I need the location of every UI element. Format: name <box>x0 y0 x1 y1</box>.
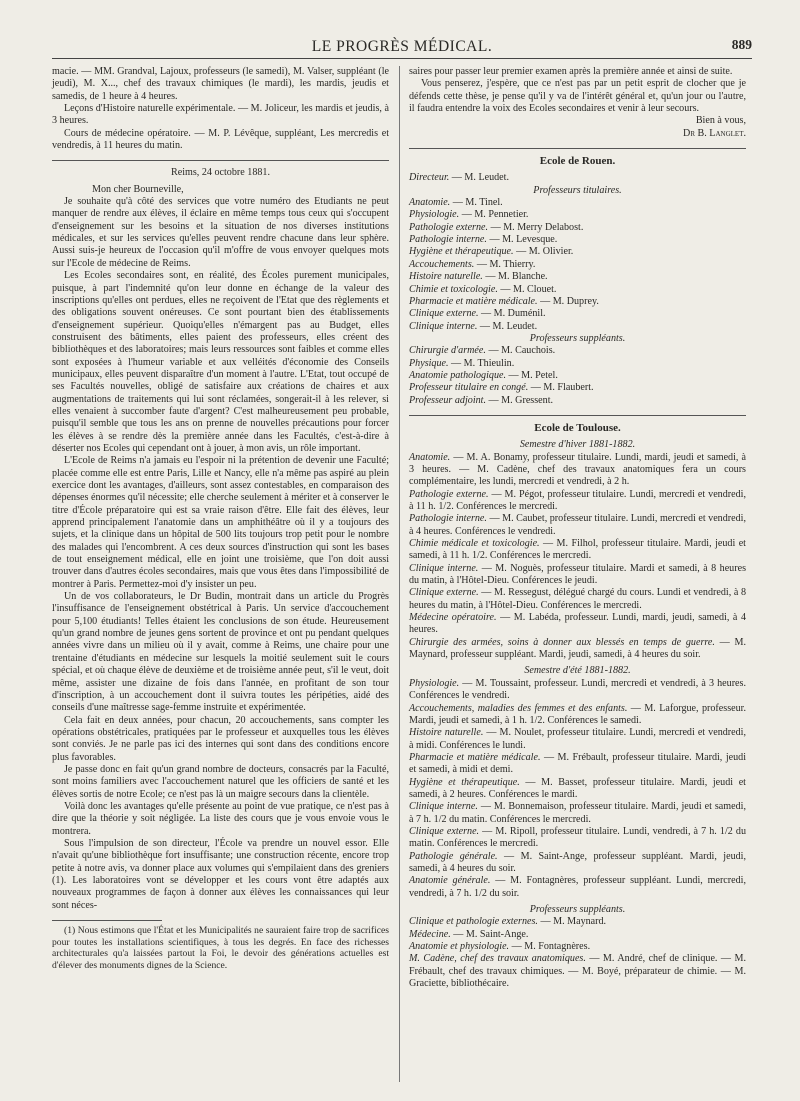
course-entry: Hygiène et thérapeutique. — M. Basset, professeur titulaire. Mardi, jeudi et samedi, à 2 heures. Conférences le mardi. <box>409 776 746 800</box>
course-entry: Professeur adjoint. — M. Gressent. <box>409 394 554 406</box>
course-entry: Médecine opératoire. — M. Labéda, professeur. Lundi, mardi, jeudi, samedi, à 4 heures. <box>409 612 746 636</box>
course-entry: Clinique externe. — M. Duménil. <box>409 308 546 320</box>
section-divider <box>409 415 746 416</box>
footnote-rule <box>52 920 162 921</box>
course-entry: Histoire naturelle. — M. Noulet, professeur titulaire. Lundi, mercredi et vendredi, à midi. Conférences le lundi. <box>409 727 747 751</box>
journal-title: LE PROGRÈS MÉDICAL. <box>311 38 493 55</box>
course-entry: Chimie et toxicologie. — M. Clouet. <box>409 283 557 295</box>
letter-paragraph: Cela fait en deux années, pour chacun, 20 accouchements, sans compter les opérations obstétricales, pratiquées par le professeur et auxquelles tous les élèves sont conviés. Je ne parle pas ici des internes qui sont dans des conditions encore plus favorables. <box>52 714 389 763</box>
course-entry: Anatomie pathologique. — M. Petel. <box>409 369 558 381</box>
intro-paragraph: macie. — MM. Grandval, Lajoux, professeurs (le samedi), M. Valser, suppléant (le jeudi), M. X..., chef des travaux chimiques (le mardi), les mardis, jeudis et samedis, de 1 heure à 4 heures. <box>52 66 389 102</box>
course-entry: Pathologie générale. — M. Saint-Ange, professeur suppléant. Mardi, jeudi, samedi, à 4 heures du soir. <box>409 850 747 874</box>
course-entry: Accouchements. — M. Thierry. <box>409 258 536 270</box>
course-entry: Anatomie. — M. A. Bonamy, professeur titulaire. Lundi, mardi, jeudi et samedi, à 3 heures. — M. Cadène, chef des travaux anatomiques fera un cours complémentaire, les lundi, mercredi et vendredi, à 2 h. <box>409 451 746 488</box>
course-entry: Chirurgie d'armée. — M. Cauchois. <box>409 345 556 357</box>
letter-paragraph: Vous penserez, j'espère, que ce n'est pas par un petit esprit de clocher que je défends cette thèse, je pense qu'il y va de l'intérêt général et, qu'un jour ou l'autre, il faudra entendre la voix des Ecoles secondaires et venir à leur secours. <box>409 78 746 115</box>
letter-paragraph: saires pour passer leur premier examen après la première année et ainsi de suite. <box>409 66 733 77</box>
course-entry: Pharmacie et matière médicale. — M. Frébault, professeur titulaire. Mardi, jeudi et samedi, à midi et demi. <box>409 751 746 776</box>
course-entry: Hygiène et thérapeutique. — M. Olivier. <box>409 246 574 258</box>
course-entry: Pharmacie et matière médicale. — M. Duprey. <box>409 295 599 307</box>
rouen-suppleants-heading: Professeurs suppléants. <box>529 332 626 344</box>
toulouse-suppleants-list <box>409 916 746 990</box>
school-heading-rouen: Ecole de Rouen. <box>539 155 616 168</box>
school-heading-toulouse: Ecole de Toulouse. <box>534 421 621 434</box>
letter-closing: Bien à vous, <box>695 115 746 127</box>
rouen-titulaires-heading: Professeurs titulaires. <box>533 184 622 196</box>
left-column <box>52 66 389 971</box>
page-number: 889 <box>731 37 752 52</box>
footnote: (1) Nous estimons que l'État et les Municipalités ne sauraient faire trop de sacrifices pour toutes les installations scientifiques, à tous les degrés. En face des richesses architecturales qu'a laissées partout la Foi, le devoir des générations actuelles est d'élever des monuments dignes de la Science. <box>52 925 389 971</box>
letter-paragraph: Sous l'impulsion de son directeur, l'École va prendre un nouvel essor. Elle n'avait qu'une bibliothèque fort insuffisante; une construction récente, encore trop petite à notre avis, va donner place aux volumes qui s'empilaient dans des greniers (1). Les laboratoires vont se développer et les cours vont être adaptés aux nouveaux programmes de façon à donner aux élèves les connaissances qui leur sont néces- <box>52 837 389 911</box>
rouen-suppleants-list <box>409 345 746 407</box>
rouen-titulaires-list <box>409 197 746 333</box>
toulouse-winter-list <box>409 452 746 662</box>
course-entry: Chimie médicale et toxicologie. — M. Filhol, professeur titulaire. Mardi, jeudi et samedi, à 11 h. 1/2. Conférences le mercredi. <box>409 538 746 562</box>
course-entry: Clinique interne. — M. Leudet. <box>409 320 538 332</box>
letter-signature: Dr B. Langlet. <box>683 127 746 139</box>
course-entry: Anatomie générale. — M. Fontagnères, professeur suppléant. Lundi, mercredi, vendredi, à 7 h. 1/2 du soir. <box>409 875 747 899</box>
course-entry: Clinique interne. — M. Noguès, professeur titulaire. Mardi et samedi, à 8 heures du matin, à l'Hôtel-Dieu. Conférences le jeudi. <box>409 562 746 587</box>
toulouse-summer-list <box>409 678 746 900</box>
course-entry: Pathologie interne. — M. Levesque. <box>409 234 558 246</box>
letter-paragraph: Je souhaite qu'à côté des services que votre numéro des Etudiants ne peut manquer de rendre aux élèves, il éclaire en même temps tous ceux qui s'occupent d'enseignement sur les besoins et la situation de nos diverses institutions médicales, et sur les services qu'elles peuvent rendre chacune dans leur sphère. Aussi suis-je heureux de l'occasion qu'il m'offre de vous envoyer quelques mots sur l'Ecole de médecine de Reims. <box>52 196 389 269</box>
course-entry: Physique. — M. Thieulin. <box>409 357 515 369</box>
toulouse-winter-heading: Semestre d'hiver 1881-1882. <box>519 439 636 451</box>
rouen-director: Directeur. — M. Leudet. <box>409 172 509 184</box>
intro-paragraph: Leçons d'Histoire naturelle expérimentale. — M. Joliceur, les mardis et jeudis, à 3 heures. <box>52 103 389 127</box>
course-entry: Pathologie externe. — M. Merry Delabost. <box>409 221 584 233</box>
course-entry: Histoire naturelle. — M. Blanche. <box>409 271 548 283</box>
section-divider <box>52 160 389 161</box>
letter-salutation: Mon cher Bourneville, <box>92 183 184 195</box>
newspaper-page <box>52 36 752 990</box>
course-entry: Médecine. — M. Saint-Ange. <box>409 928 529 940</box>
letter-paragraph: Je passe donc en fait qu'un grand nombre de docteurs, consacrés par la Faculté, sont moins familiers avec l'accouchement naturel que les officiers de santé et les élèves sortis de notre Ecole; ce n'est pas là un maigre secours dans la clientèle. <box>52 763 389 800</box>
course-entry: Anatomie et physiologie. — M. Fontagnères. <box>409 941 591 953</box>
course-entry: Pathologie interne. — M. Caubet, professeur titulaire. Lundi, mercredi et vendredi, à 4 heures. Conférences le vendredi. <box>409 513 746 537</box>
section-divider <box>409 148 746 149</box>
letter-paragraph: L'Ecole de Reims n'a jamais eu l'espoir ni la prétention de devenir une Faculté; placée comme elle est entre Paris, Lille et Nancy, elle n'a même pas aspiré au plein exercice dont les avantages, d'ailleurs, sont assez contestables, en comparaison des dépenses énormes qu'il nécessite; elle cherche seulement à mériter et à conserver le titre d'École préparatoire qui est sa vraie raison d'être. Elle fait des élèves, leur apprend principalement l'anatomie dans un amphithéâtre où il y a toujours des sujets, et la clinique dans un hôpital de 500 lits toujours trop petit pour le nombre des malades qui l'encombrent. A ces deux sources d'instruction qui sont les bases de tout enseignement médical, elle en joint une troisième, que l'on doit aussi trouver dans d'autres écoles secondaires, mais que vous êtes dans l'impossibilité de montrer à Paris. Permettez-moi d'y insister un peu. <box>52 455 389 590</box>
letter-date: Reims, 24 octobre 1881. <box>171 167 270 179</box>
course-entry: Physiologie. — M. Toussaint, professeur. Lundi, mercredi et vendredi, à 3 heures. Conférences le vendredi. <box>409 677 746 702</box>
course-entry: Anatomie. — M. Tinel. <box>409 197 503 209</box>
course-entry: Clinique externe. — M. Ressegust, délégué chargé du cours. Lundi et vendredi, à 8 heures du matin, à l'Hôtel-Dieu. Conférences le mercredi. <box>409 587 747 611</box>
course-entry: M. Cadène, chef des travaux anatomiques. — M. André, chef de clinique. — M. Frébault, chef des travaux chimiques. — M. Boyé, préparateur de chimie. — M. Graciette, bibliothécaire. <box>409 953 747 990</box>
toulouse-suppleants-heading: Professeurs suppléants. <box>529 904 626 915</box>
page-header <box>52 36 752 59</box>
course-entry: Clinique interne. — M. Bonnemaison, professeur titulaire. Mardi, jeudi et samedi, à 7 h. 1/2 du matin. Conférences le mercredi. <box>409 801 746 825</box>
letter-paragraph: Un de vos collaborateurs, le Dr Budin, montrait dans un article du Progrès l'insuffisance de l'enseignement obstétrical à Paris. Un service d'accouchement pour 5,100 étudiants! Telles étaient les conclusions de son étude. Heureusement qu'un grand nombre de jeunes gens sortent de province et ont pu pendant quelques années vivre dans un milieu où il y avait, comme à Reims, une chaire pour une trentaine d'étudiants en médecine sur lesquels la moitié seulement suit le cours spécial, et où chaque élève de deuxième et de troisième année peut, s'il le veut, doit même, assister une dizaine de fois dans l'année, en profitant de son tour d'inscription, à un accouchement dont il suivra toutes les péripéties, aidé des conseils d'une maîtresse sage-femme instruite et expérimentée. <box>52 591 389 714</box>
course-entry: Accouchements, maladies des femmes et des enfants. — M. Laforgue, professeur. Mardi, jeudi et samedi, à 1 h. 1/2. Conférences le samedi. <box>409 702 746 726</box>
course-entry: Physiologie. — M. Pennetier. <box>409 209 529 221</box>
toulouse-summer-heading: Semestre d'été 1881-1882. <box>524 665 631 677</box>
letter-paragraph: Voilà donc les avantages qu'elle présente au point de vue pratique, ce n'est pas à dire que la théorie y soit négligée. La liste des cours que je vous envoie vous le montrera. <box>52 800 389 837</box>
course-entry: Professeur titulaire en congé. — M. Flaubert. <box>409 382 594 394</box>
course-entry: Pathologie externe. — M. Pégot, professeur titulaire. Lundi, mercredi et vendredi, à 11 h. 1/2. Conférences le mercredi. <box>409 488 746 512</box>
course-entry: Clinique externe. — M. Ripoll, professeur titulaire. Lundi, vendredi, à 7 h. 1/2 du matin. Conférences le mercredi. <box>409 825 746 850</box>
course-entry: Clinique et pathologie externes. — M. Maynard. <box>409 916 607 928</box>
right-column <box>409 66 746 990</box>
course-entry: Chirurgie des armées, soins à donner aux blessés en temps de guerre. — M. Maynard, professeur suppléant. Mardi, jeudi, samedi, à 4 heures du soir. <box>409 636 747 661</box>
letter-paragraph: Les Ecoles secondaires sont, en réalité, des Écoles purement municipales, puisque, à part l'indemnité qu'on leur donne en échange de la valeur des inscriptions qu'elles ont perdues, elles ne reçoivent de l'Etat que des règlements et des obligations souvent onéreuses. Ce sont pourtant bien des établissements d'enseignement supérieur. Quoiqu'elles n'émargent pas au Budget, elles construisent des bâtiments, elles paient des professeurs, elles créent des bibliothèques et des laboratoires; mais leurs ressources sont faibles et comme elles sont exposées à l'humeur variable et aux velléités d'économie des Conseils municipaux, elles peuvent disparaître d'un moment à l'autre. L'Etat, tout occupé de ses Facultés nouvelles, obligé de satisfaire aux créations de chaires et aux augmentations de traitements qui lui sont réclamées, songerait-il à les relever, si elles venaient à succomber faute d'argent? C'est malheureusement peu probable, puisqu'il semble que tous les ans on prenne de nouvelles précautions pour forcer les élèves à se rendre dès la première année dans les Facultés, c'est-à-dire à déserter nos Ecoles qui cependant ont à jouer, à mon avis, un rôle important. <box>52 270 389 454</box>
intro-paragraph: Cours de médecine opératoire. — M. P. Lévêque, suppléant, Les mercredis et vendredis, à 11 heures du matin. <box>52 127 389 152</box>
